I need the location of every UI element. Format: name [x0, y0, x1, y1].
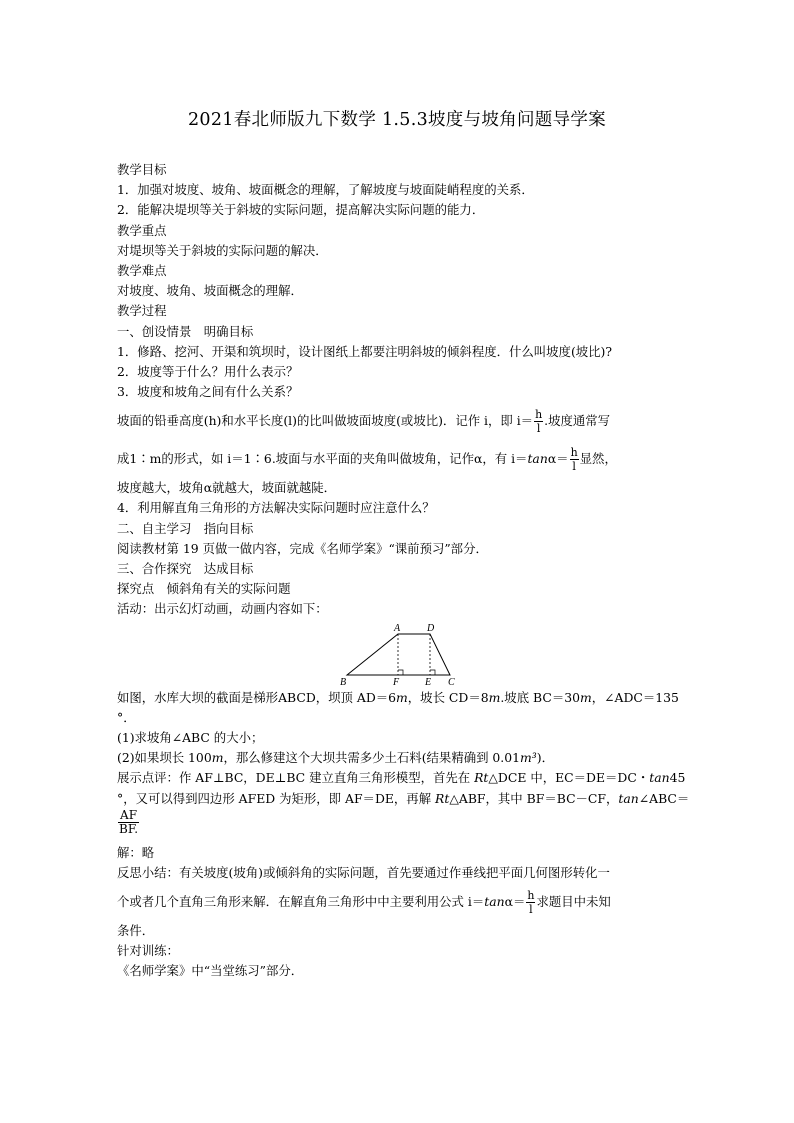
paragraph [117, 768, 684, 788]
fraction-af-over-bf [118, 809, 139, 836]
text: 坡面的铅垂高度(h)和水平长度(l)的比叫做坡面坡度(或坡比)．记作 i，即 i＝ [117, 413, 534, 429]
paragraph: 2．坡度等于什么？用什么表示？ [117, 363, 299, 379]
paragraph: 2．能解决堤坝等关于斜坡的实际问题，提高解决实际问题的能力． [117, 202, 485, 218]
reflection-line [117, 883, 684, 921]
tan-symbol: tan [484, 894, 505, 910]
vertex-label-e: E [425, 676, 432, 686]
denominator: l [529, 903, 533, 917]
text: .坡底 BC＝30 [500, 689, 580, 705]
text: 显然， [579, 451, 617, 467]
fraction-af-over-bf-line [117, 809, 684, 843]
paragraph: 1．加强对坡度、坡角、坡面概念的理解，了解坡度与坡面陡峭程度的关系． [117, 182, 534, 198]
text: △DCE 中，EC＝DE＝DC・ [488, 770, 650, 786]
vertex-label-c: C [448, 676, 455, 686]
text: 求题目中未知 [536, 894, 611, 910]
text: .坡度通常写 [544, 413, 611, 429]
fraction-h-over-l [534, 408, 543, 435]
text: 如图，水库大坝的截面是梯形ABCD，坝顶 AD＝6 [117, 689, 397, 705]
text: 成1∶m的形式，如 i＝1∶6.坡面与水平面的夹角叫做坡角，记作α，有 i＝ [117, 451, 528, 467]
text: (2)如果坝长 100 [117, 750, 212, 766]
paragraph [117, 789, 690, 809]
text: α＝ [504, 894, 526, 910]
text: ，∠ADC＝135 [591, 689, 679, 705]
definition-line-1 [117, 402, 684, 440]
vertex-label-f: F [393, 676, 400, 686]
numerator: h [527, 889, 535, 903]
trapezoid-diagram [337, 620, 462, 686]
denominator: BF. [119, 821, 139, 836]
text: ，那么修建这个大坝共需多少土石料(结果精确到 0.01 [223, 750, 521, 766]
section-heading: 教学过程 [117, 303, 167, 319]
denominator: l [536, 422, 541, 436]
vertex-label-d: D [427, 622, 435, 634]
numerator: AF [118, 809, 139, 823]
text: 45 [669, 770, 686, 786]
right-angle-mark-f [398, 670, 403, 675]
rt-symbol: Rt [474, 770, 489, 786]
tan-symbol: tan [527, 451, 548, 467]
definition-line-2 [117, 440, 684, 478]
tan-symbol: tan [649, 770, 670, 786]
tan-symbol: tan [618, 790, 639, 806]
rt-symbol: Rt [435, 790, 450, 806]
document-body [117, 160, 690, 982]
text: 个或者几个直角三角形来解．在解直角三角形中中主要利用公式 i＝ [117, 894, 485, 910]
right-angle-mark-e [430, 670, 435, 675]
unit-m: m [211, 750, 224, 766]
text: °，又可以得到四边形 AFED 为矩形，即 AF＝DE，再解 [117, 790, 436, 806]
text: )． [536, 750, 554, 766]
vertex-label-a: A [394, 622, 401, 634]
unit-m: m [396, 689, 408, 705]
paragraph: 阅读教材第 19 页做一做内容，完成《名师学案》“课前预习”部分． [117, 540, 488, 556]
unit-m: m [488, 689, 501, 705]
text: △ABF，其中 BF＝BC－CF， [449, 790, 619, 806]
unit-m3: m³ [520, 750, 537, 766]
fraction-h-over-l [570, 446, 579, 473]
text: α＝ [547, 451, 569, 467]
section-heading: 三、合作探究 达成目标 [117, 561, 254, 576]
text: 展示点评：作 AF⊥BC，DE⊥BC 建立直角三角形模型，首先在 [117, 770, 475, 786]
example-line [117, 688, 684, 708]
paragraph: 反思小结：有关坡度(坡角)或倾斜角的实际问题，首先要通过作垂线把平面几何图形转化一 [117, 864, 610, 880]
paragraph [117, 748, 684, 768]
section-heading: 一、创设情景 明确目标 [117, 323, 254, 339]
paragraph: °． [117, 709, 136, 725]
paragraph: 坡度越大，坡角α就越大，坡面就越陡． [117, 480, 337, 496]
page-title: 2021春北师版九下数学 1.5.3坡度与坡角问题导学案 [187, 110, 607, 130]
dam-cross-section [347, 634, 450, 675]
text: ，坡长 CD＝8 [407, 689, 489, 705]
paragraph: 4．利用解直角三角形的方法解决实际问题时应注意什么？ [117, 500, 435, 516]
vertex-label-b: B [340, 676, 347, 686]
paragraph: 1．修路、挖河、开渠和筑坝时，设计图纸上都要注明斜坡的倾斜程度．什么叫坡度(坡比)? [117, 343, 613, 359]
text [117, 688, 679, 708]
numerator: h [570, 446, 578, 460]
numerator: h [535, 408, 543, 422]
fraction-h-over-l [526, 889, 535, 916]
unit-m: m [580, 689, 592, 705]
trapezoid-figure [117, 620, 684, 688]
section-heading: 针对训练： [117, 943, 179, 959]
section-heading: 二、自主学习 指向目标 [117, 520, 254, 536]
text: ∠ABC＝ [638, 790, 690, 806]
paragraph: 《名师学案》中“当堂练习”部分． [117, 963, 304, 979]
paragraph: 3．坡度和坡角之间有什么关系？ [117, 384, 299, 400]
paragraph: (1)求坡角∠ABC 的大小； [117, 729, 264, 745]
paragraph: 活动：出示幻灯动画，动画内容如下： [117, 601, 328, 617]
section-heading: 教学重点 [117, 222, 167, 238]
paragraph: 条件． [117, 923, 155, 939]
paragraph: 探究点 倾斜角有关的实际问题 [117, 581, 291, 597]
section-heading: 教学难点 [117, 262, 167, 278]
section-heading: 教学目标 [117, 162, 167, 177]
paragraph: 对堤坝等关于斜坡的实际问题的解决． [117, 242, 328, 258]
paragraph: 对坡度、坡角、坡面概念的理解． [117, 283, 303, 299]
paragraph: 解：略 [117, 844, 155, 860]
denominator: l [572, 460, 576, 474]
